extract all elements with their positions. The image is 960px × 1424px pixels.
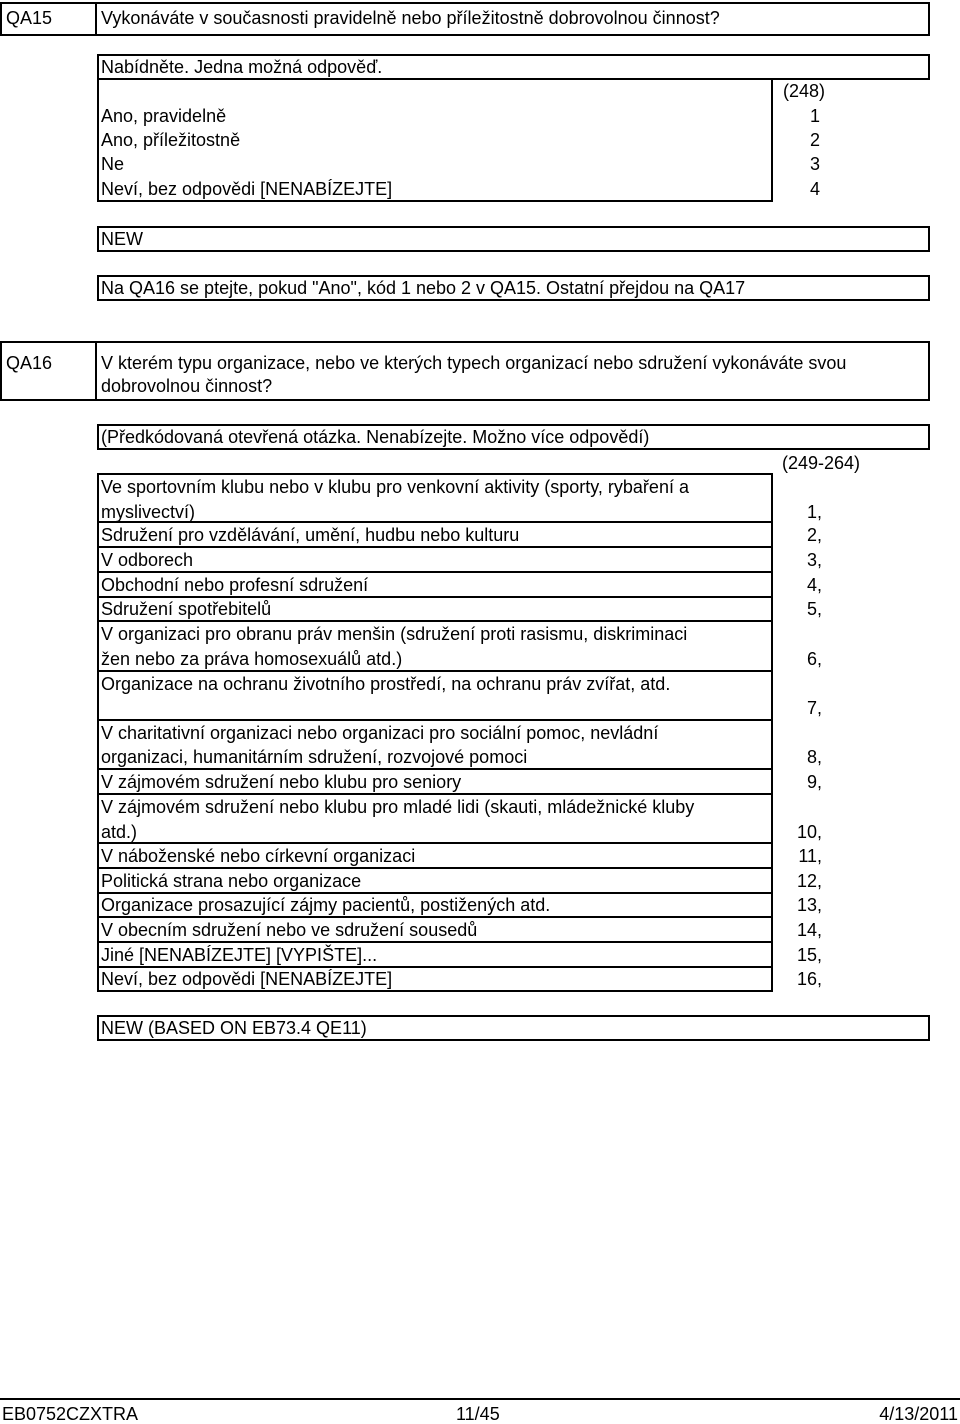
qa16-question-line2: dobrovolnou činnost? [101,376,273,396]
qa16-option-code: 14, [796,920,822,940]
qa16-option-code: 8, [806,747,822,767]
qa15-instruction: Nabídněte. Jedna možná odpověď. [101,57,383,77]
qa16-option-code: 9, [806,772,822,792]
qa15-option-label: Ano, příležitostně [101,130,241,150]
row-divider [97,941,773,943]
qa16-option-code: 7, [806,698,822,718]
qa16-option-label: Neví, bez odpovědi [NENABÍZEJTE] [101,969,393,989]
qa16-option-code: 12, [796,871,822,891]
qa16-option-code: 13, [796,895,822,915]
row-divider [97,842,773,844]
footer-date: 4/13/2011 [879,1404,958,1424]
qa15-option-label: Neví, bez odpovědi [NENABÍZEJTE] [101,179,393,199]
row-divider [97,670,773,672]
qa16-option-label: V charitativní organizaci nebo organizaci pro sociální pomoc, nevládní [101,723,659,743]
row-divider [97,793,773,795]
qa15-new-label: NEW [101,229,143,249]
qa16-option-label: Organizace prosazující zájmy pacientů, postižených atd. [101,895,551,915]
qa16-option-code: 3, [806,550,822,570]
qa16-option-label: organizaci, humanitárním sdružení, rozvojové pomoci [101,747,528,767]
qa16-option-code: 2, [806,525,822,545]
qa16-option-label: Sdružení spotřebitelů [101,599,272,619]
qa16-option-label: V náboženské nebo církevní organizaci [101,846,416,866]
qa16-option-code: 6, [806,649,822,669]
qa16-option-code: 10, [796,822,822,842]
qa15-option-label: Ano, pravidelně [101,106,227,126]
qa15-option-code: 2 [809,130,820,150]
qa16-option-code: 11, [798,846,822,866]
qa15-id: QA15 [6,8,53,28]
qa16-option-label: Obchodní nebo profesní sdružení [101,575,369,595]
row-divider [97,521,773,523]
row-divider [97,596,773,598]
row-divider [97,719,773,721]
qa16-option-code: 4, [806,575,822,595]
qa15-option-code: 4 [809,179,820,199]
qa16-column-code: (249-264) [781,453,860,473]
qa15-column-code: (248) [782,81,825,101]
qa16-option-label: Politická strana nebo organizace [101,871,362,891]
qa16-option-label: atd.) [101,822,138,842]
qa15-question: Vykonáváte v současnosti pravidelně nebo příležitostně dobrovolnou činnost? [101,8,720,28]
qa16-option-code: 16, [796,969,822,989]
qa16-option-label: V organizaci pro obranu práv menšin (sdružení proti rasismu, diskriminaci [101,624,688,644]
qa15-option-label: Ne [101,154,125,174]
qa16-option-code: 15, [796,945,822,965]
qa16-option-label: Ve sportovním klubu nebo v klubu pro venkovní aktivity (sporty, rybaření a [101,477,689,497]
row-divider [97,620,773,622]
qa15-option-code: 1 [809,106,820,126]
qa16-option-label: Sdružení pro vzdělávání, umění, hudbu nebo kulturu [101,525,520,545]
row-divider [97,867,773,869]
row-divider [97,571,773,573]
qa16-option-label: V obecním sdružení nebo ve sdružení sousedů [101,920,478,940]
qa16-option-label: V zájmovém sdružení nebo klubu pro seniory [101,772,462,792]
qa16-id: QA16 [6,353,53,373]
footer-doc-id: EB0752CZXTRA [2,1404,139,1424]
qa15-new-cell [97,226,930,252]
row-divider [97,892,773,894]
row-divider [97,916,773,918]
qa16-option-label: myslivectví) [101,502,195,522]
qa16-option-code: 1, [806,502,822,522]
qa16-question-line1: V kterém typu organizace, nebo ve kterých typech organizací nebo sdružení vykonáváte svou [101,353,847,373]
qa15-option-code: 3 [809,154,820,174]
qa16-option-label: V zájmovém sdružení nebo klubu pro mladé lidi (skauti, mládežnické kluby [101,797,695,817]
qa16-option-label: Jiné [NENABÍZEJTE] [VYPIŠTE]... [101,945,378,965]
qa16-new-label: NEW (BASED ON EB73.4 QE11) [101,1018,367,1038]
qa16-option-label: V odborech [101,550,194,570]
row-divider [97,966,773,968]
row-divider [97,768,773,770]
footer-page-number: 11/45 [456,1404,500,1424]
qa16-option-label: Organizace na ochranu životního prostředí, na ochranu práv zvířat, atd. [101,674,671,694]
qa16-option-label: žen nebo za práva homosexuálů atd.) [101,649,403,669]
row-divider [97,546,773,548]
qa15-filter-note: Na QA16 se ptejte, pokud "Ano", kód 1 nebo 2 v QA15. Ostatní přejdou na QA17 [101,278,746,298]
qa16-option-code: 5, [806,599,822,619]
qa16-instruction: (Předkódovaná otevřená otázka. Nenabízejte. Možno více odpovědí) [101,427,650,447]
